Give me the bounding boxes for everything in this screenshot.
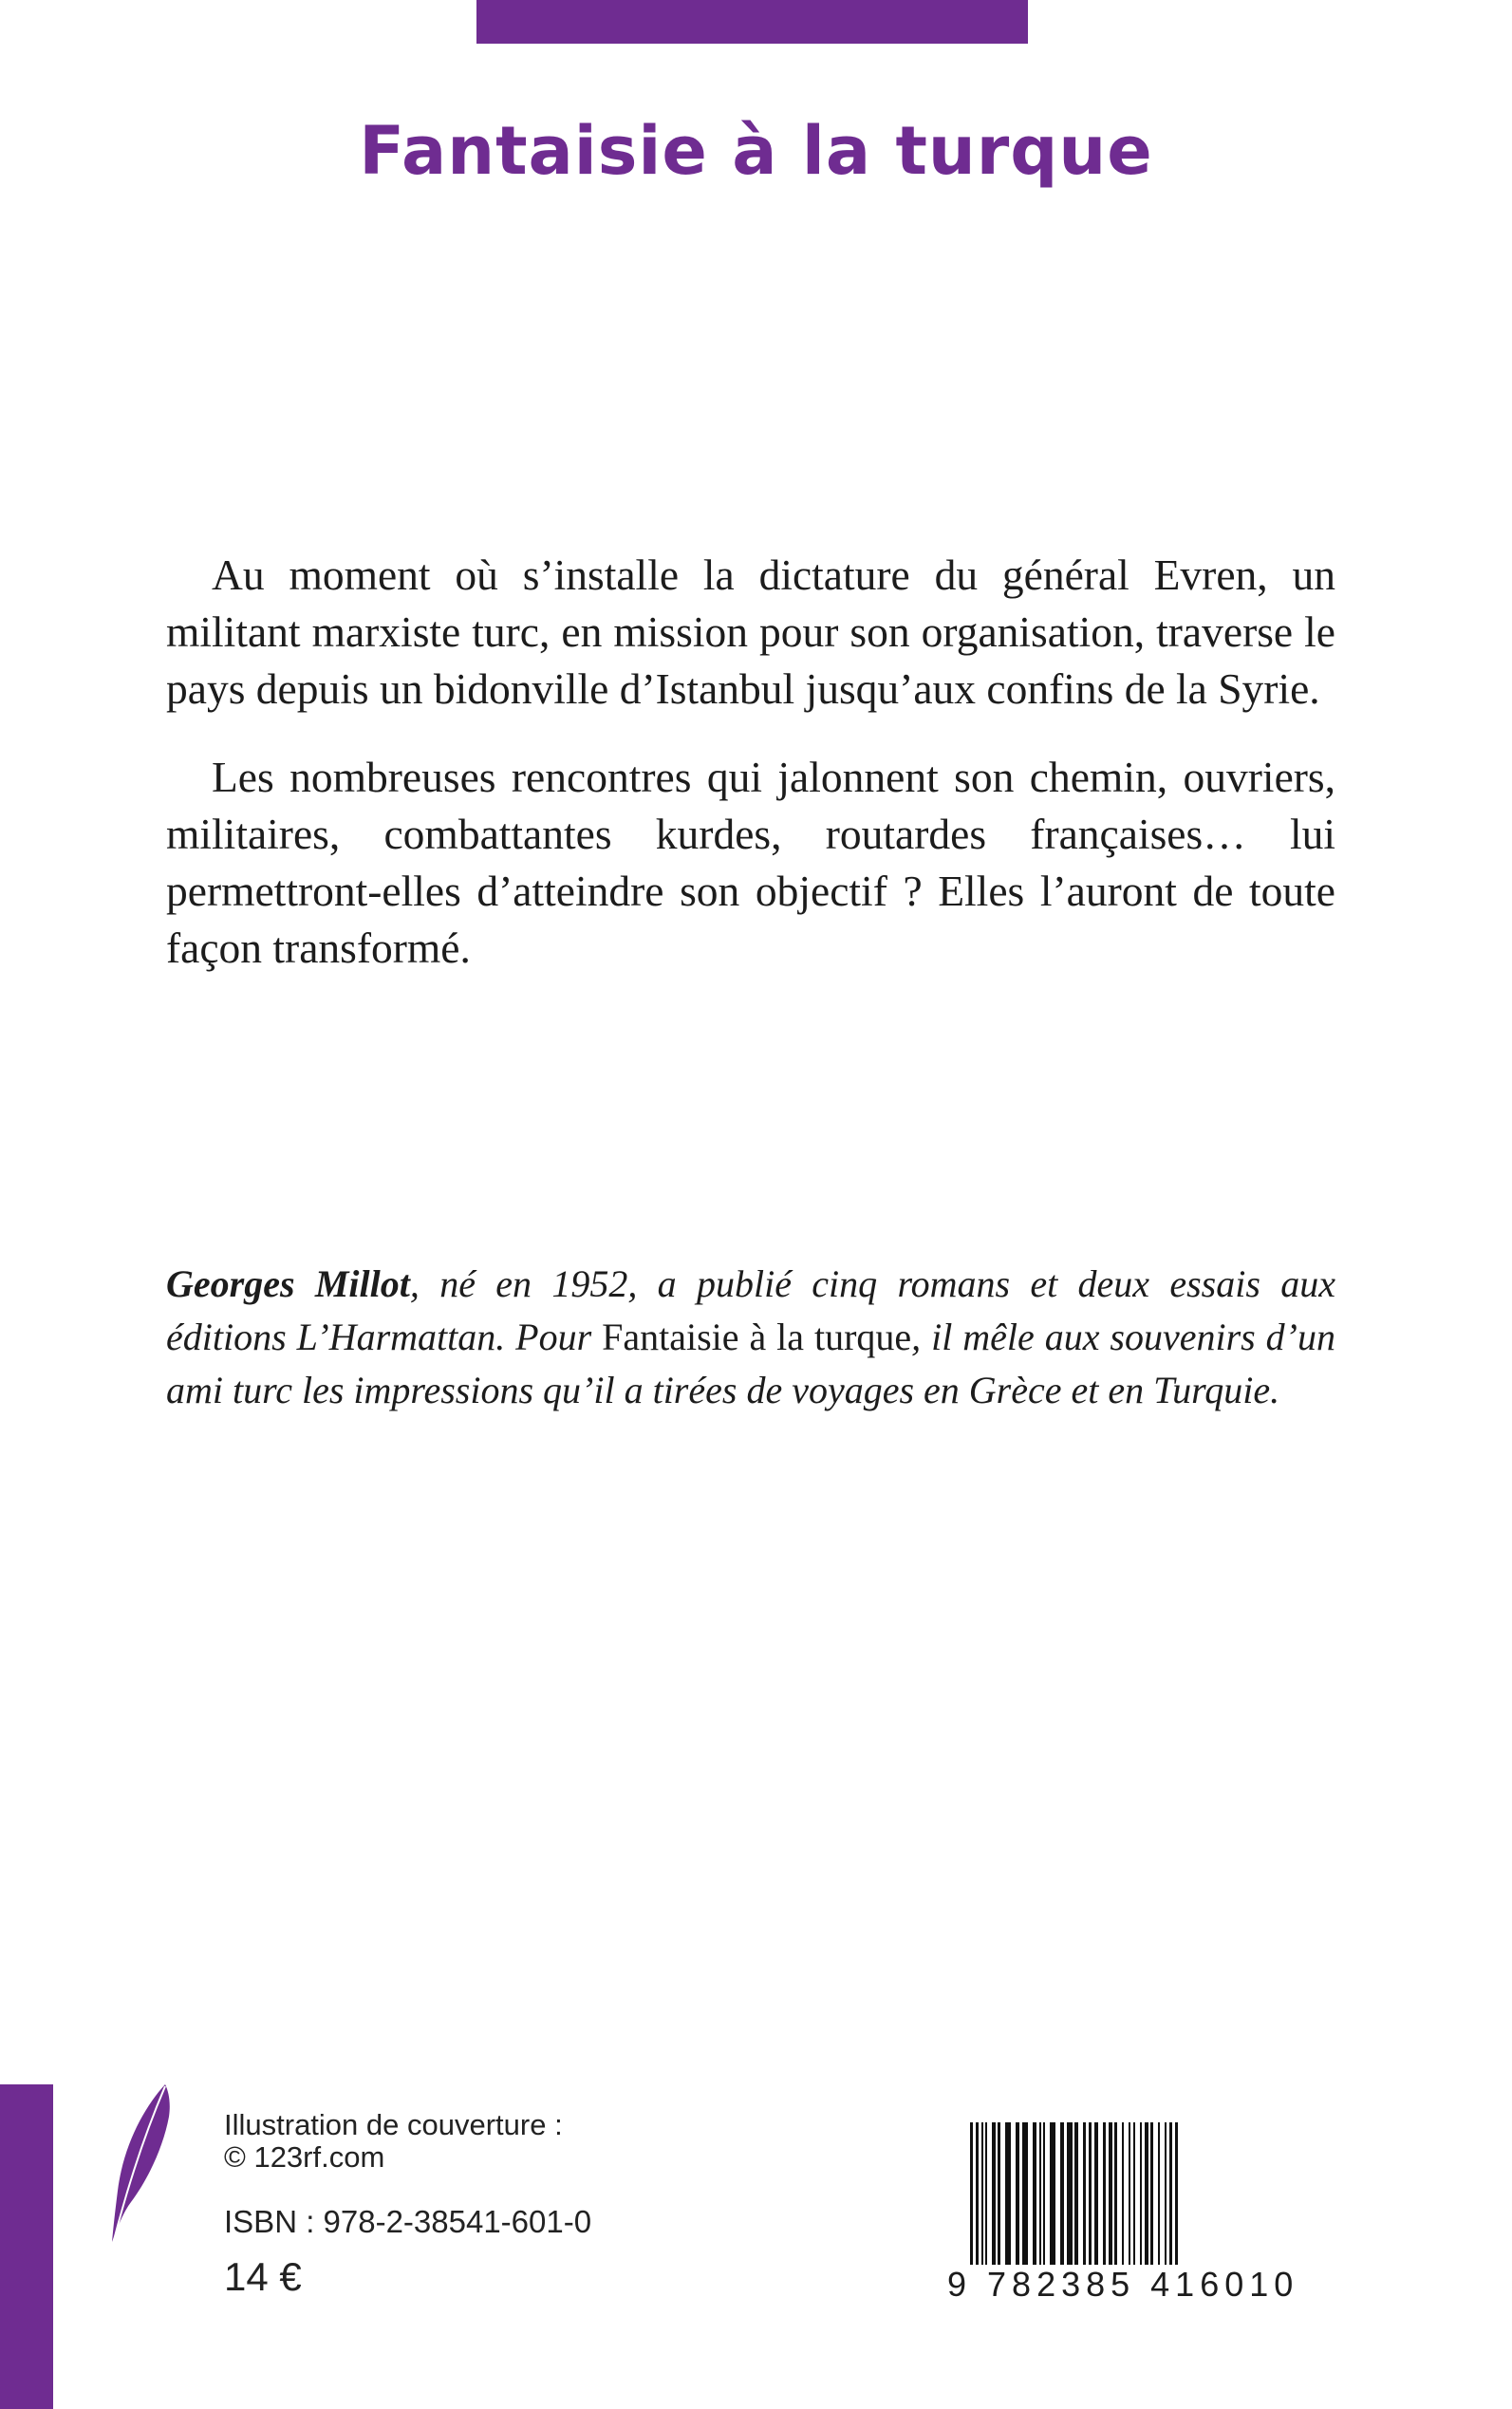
barcode-bar bbox=[1022, 2122, 1028, 2265]
credit-label: Illustration de couverture : bbox=[224, 2108, 563, 2141]
credit-source: © 123rf.com bbox=[224, 2140, 385, 2174]
bio-book-title: Fantaisie à la turque bbox=[602, 1316, 912, 1358]
barcode-bar bbox=[1016, 2122, 1019, 2265]
author-bio bbox=[166, 1258, 1335, 1417]
barcode-bar bbox=[1050, 2122, 1055, 2265]
barcode-bar bbox=[1145, 2122, 1148, 2265]
top-accent-bar bbox=[476, 0, 1028, 44]
author-name: Georges Millot bbox=[166, 1262, 410, 1305]
bio-text-1: , né en 1952, a publié cinq romans et deux essais aux éditions L’Harmattan. Pour bbox=[166, 1262, 1335, 1358]
barcode-bar bbox=[985, 2122, 987, 2265]
barcode-bar bbox=[1067, 2122, 1073, 2265]
barcode-bar bbox=[998, 2122, 1000, 2265]
isbn-number: ISBN : 978-2-38541-601-0 bbox=[224, 2204, 592, 2239]
side-accent-bar bbox=[0, 2084, 53, 2409]
barcode-bar bbox=[1109, 2122, 1112, 2265]
cover-illustration-credit bbox=[224, 2109, 563, 2174]
barcode-digits: 9 782385 416010 bbox=[945, 2265, 1327, 2305]
barcode-bar bbox=[1033, 2122, 1036, 2265]
barcode-bar bbox=[1103, 2122, 1106, 2265]
barcode-bar bbox=[1133, 2122, 1135, 2265]
barcode-bar bbox=[1129, 2122, 1130, 2265]
blurb-paragraph-2: Les nombreuses rencontres qui jalonnent son chemin, ouvriers, militaires, combattantes kurdes, routardes françaises… lui permettront-elles d’atteindre son objectif ? Elles l’auront de toute façon transformé. bbox=[166, 753, 1335, 972]
barcode-bar bbox=[1114, 2122, 1117, 2265]
price-label: 14 € bbox=[224, 2254, 302, 2299]
book-title: Fantaisie à la turque bbox=[359, 112, 1153, 190]
barcode-bar bbox=[992, 2122, 996, 2265]
barcode-bar bbox=[1039, 2122, 1041, 2265]
barcode-bar bbox=[1043, 2122, 1045, 2265]
barcode-bar bbox=[1158, 2122, 1160, 2265]
barcode-bar bbox=[1140, 2122, 1142, 2265]
barcode-bar bbox=[1074, 2122, 1078, 2265]
barcode-bar bbox=[1094, 2122, 1098, 2265]
barcode-bar bbox=[1150, 2122, 1153, 2265]
bio-text-2: , il mêle aux souvenirs d’un ami turc les impressions qu’il a tirées de voyages en Grèce et en Turquie. bbox=[166, 1316, 1335, 1411]
barcode-bar bbox=[1122, 2122, 1124, 2265]
blurb-paragraph-1: Au moment où s’installe la dictature du général Evren, un militant marxiste turc, en mission pour son organisation, traverse le pays depuis un bidonville d’Istanbul jusqu’aux confins de la Syrie. bbox=[166, 551, 1335, 713]
barcode-bar bbox=[1165, 2122, 1167, 2265]
feather-icon bbox=[106, 2079, 182, 2250]
barcode-bar bbox=[1060, 2122, 1064, 2265]
barcode-bar bbox=[981, 2122, 983, 2265]
back-cover-blurb bbox=[166, 547, 1335, 1008]
barcode-bar bbox=[1005, 2122, 1011, 2265]
